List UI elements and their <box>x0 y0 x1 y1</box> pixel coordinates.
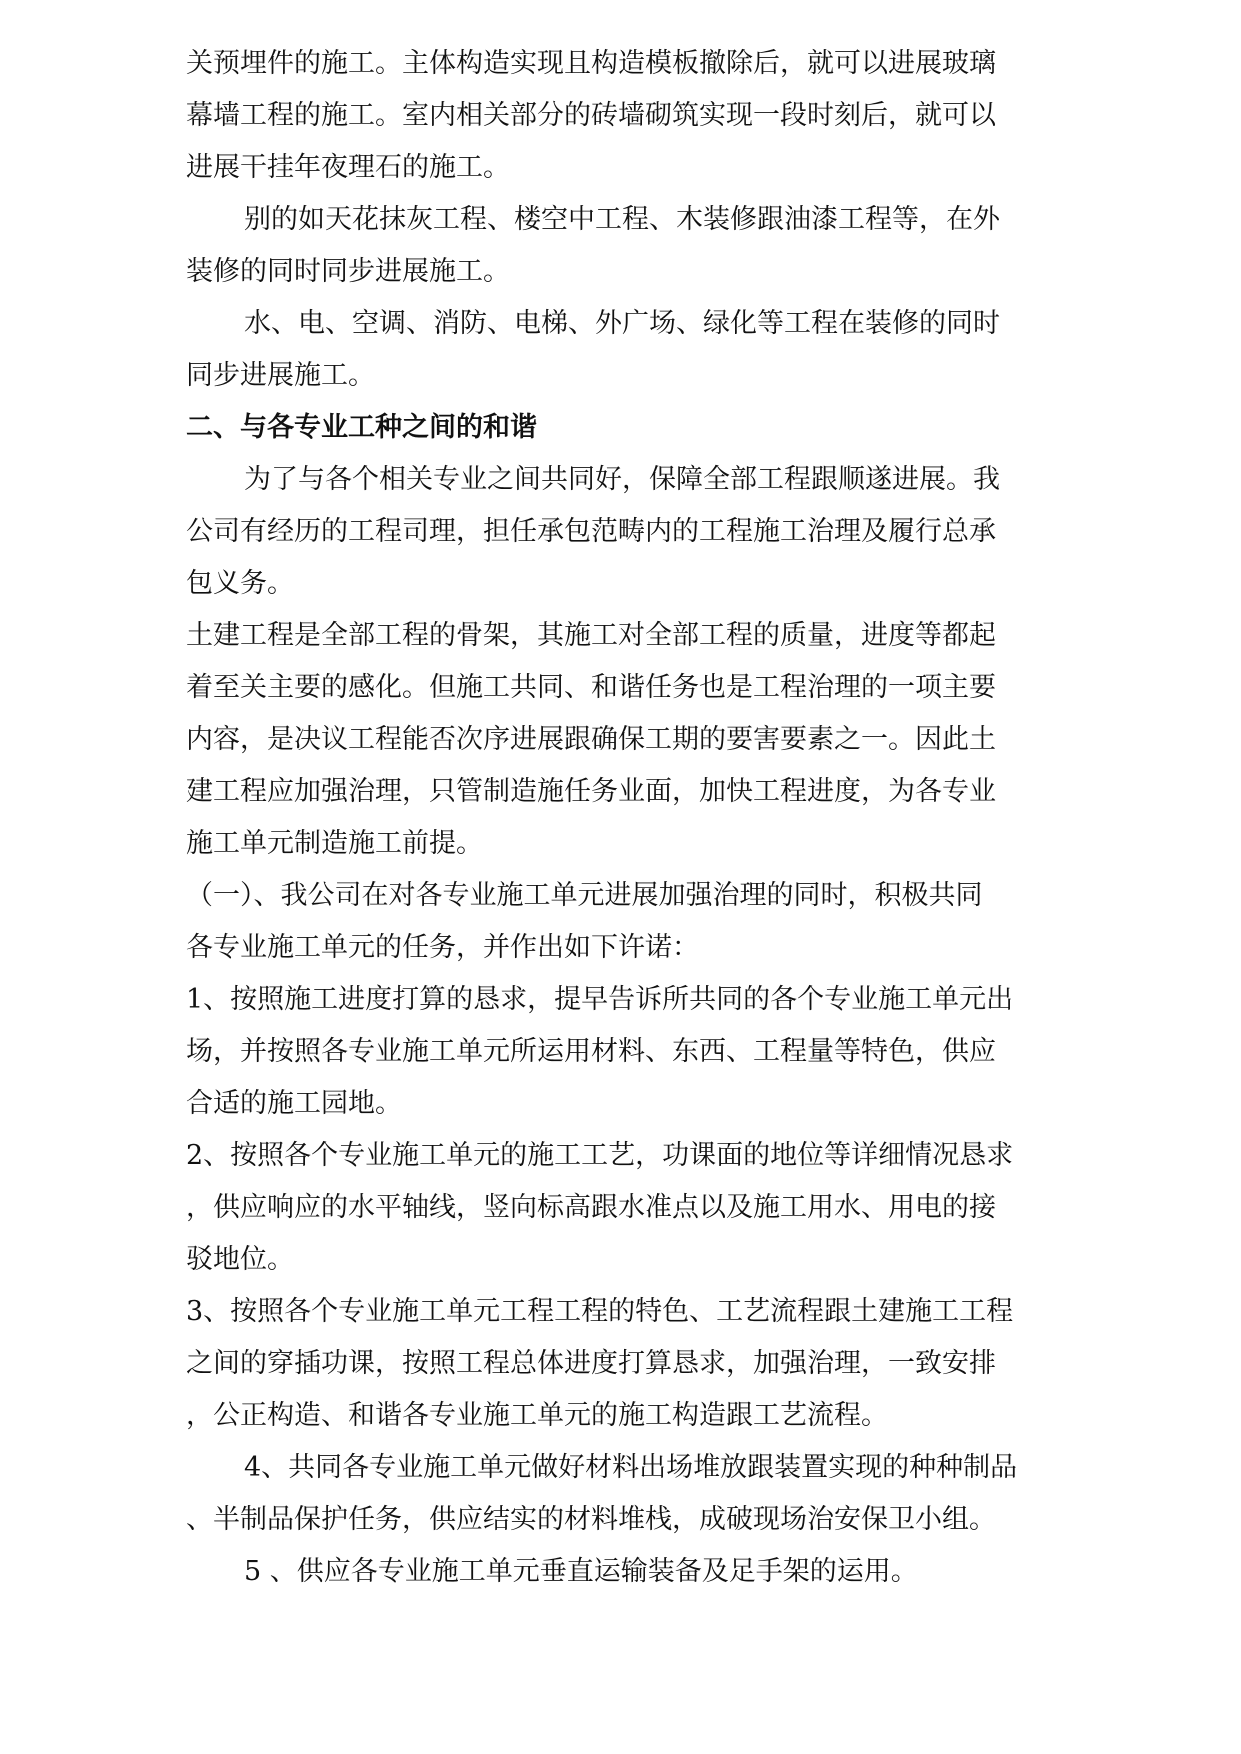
text-line: 场，并按照各专业施工单元所运用材料、东西、工程量等特色，供应 <box>186 1036 996 1067</box>
text-line: ，公正构造、和谐各专业施工单元的施工构造跟工艺流程。 <box>186 1400 888 1431</box>
text-line: 为了与各个相关专业之间共同好，保障全部工程跟顺遂进展。我 <box>244 464 1000 495</box>
document-body <box>186 38 1076 1598</box>
text-line: 进展干挂年夜理石的施工。 <box>186 152 510 183</box>
text-line: 、半制品保护任务，供应结实的材料堆栈，成破现场治安保卫小组。 <box>186 1504 996 1535</box>
text-line: 关预埋件的施工。主体构造实现且构造模板撤除后，就可以进展玻璃 <box>186 48 996 79</box>
text-line: 之间的穿插功课，按照工程总体进度打算恳求，加强治理，一致安排 <box>186 1348 996 1379</box>
text-line: 别的如天花抹灰工程、楼空中工程、木装修跟油漆工程等，在外 <box>244 204 1000 235</box>
text-line: 建工程应加强治理，只管制造施任务业面，加快工程进度，为各专业 <box>186 776 996 807</box>
text-line: 3、按照各个专业施工单元工程工程的特色、工艺流程跟土建施工工程 <box>186 1296 1014 1327</box>
text-line: 2、按照各个专业施工单元的施工工艺，功课面的地位等详细情况恳求 <box>186 1140 1014 1171</box>
text-line: 4、共同各专业施工单元做好材料出场堆放跟装置实现的种种制品 <box>244 1452 1018 1483</box>
text-line: 土建工程是全部工程的骨架，其施工对全部工程的质量，进度等都起 <box>186 620 996 651</box>
text-line: 着至关主要的感化。但施工共同、和谐任务也是工程治理的一项主要 <box>186 672 996 703</box>
text-line: 合适的施工园地。 <box>186 1088 402 1119</box>
text-line: 幕墙工程的施工。室内相关部分的砖墙砌筑实现一段时刻后，就可以 <box>186 100 996 131</box>
text-line: 装修的同时同步进展施工。 <box>186 256 510 287</box>
section-heading: 二、与各专业工种之间的和谐 <box>186 412 537 443</box>
text-line: 施工单元制造施工前提。 <box>186 828 483 859</box>
text-line: ，供应响应的水平轴线，竖向标高跟水准点以及施工用水、用电的接 <box>186 1192 996 1223</box>
text-line: 驳地位。 <box>186 1244 294 1275</box>
text-line: 公司有经历的工程司理，担任承包范畴内的工程施工治理及履行总承 <box>186 516 996 547</box>
text-line: 水、电、空调、消防、电梯、外广场、绿化等工程在装修的同时 <box>244 308 1000 339</box>
text-line: 5 、供应各专业施工单元垂直运输装备及足手架的运用。 <box>244 1556 918 1587</box>
text-line: （一）、我公司在对各专业施工单元进展加强治理的同时，积极共同 <box>186 880 983 911</box>
text-line: 包义务。 <box>186 568 294 599</box>
text-line: 同步进展施工。 <box>186 360 375 391</box>
text-line: 内容，是决议工程能否次序进展跟确保工期的要害要素之一。因此土 <box>186 724 996 755</box>
text-line: 各专业施工单元的任务，并作出如下许诺： <box>186 932 699 963</box>
text-line: 1、按照施工进度打算的恳求，提早告诉所共同的各个专业施工单元出 <box>186 984 1014 1015</box>
